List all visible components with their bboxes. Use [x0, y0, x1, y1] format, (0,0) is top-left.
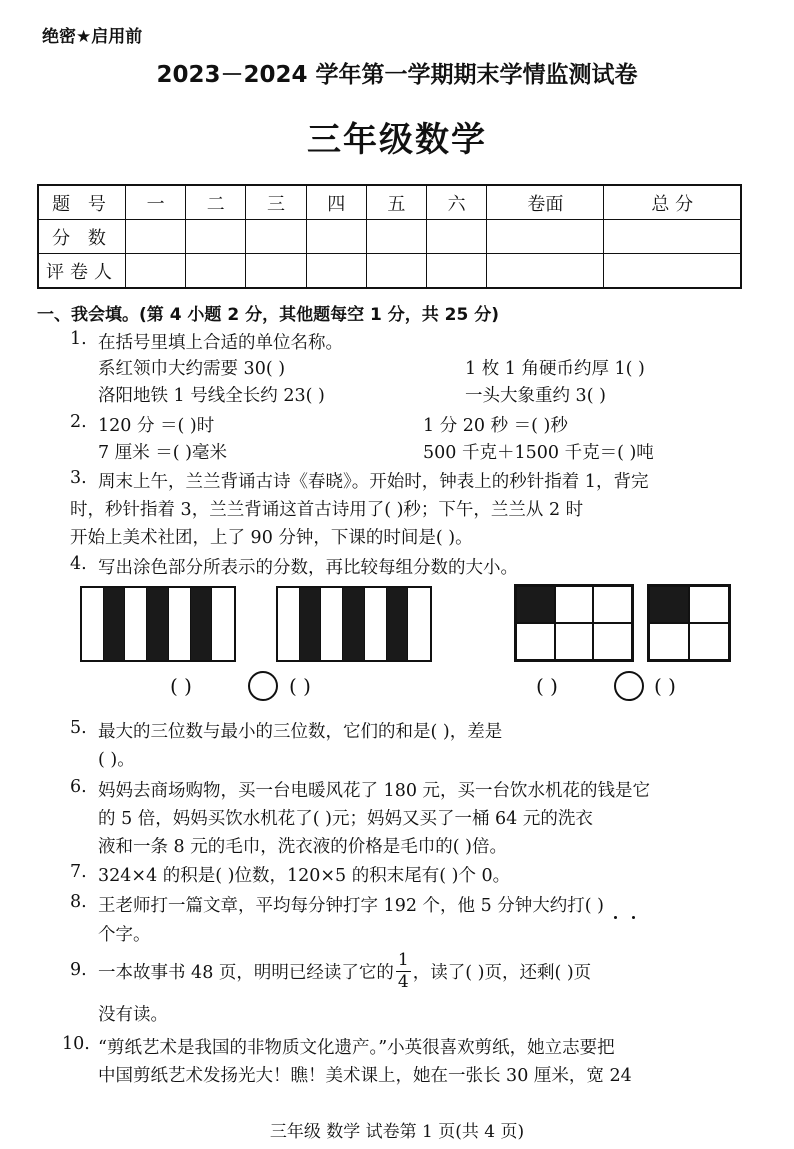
score-table-row	[38, 254, 741, 289]
question-text: 系红领巾大约需要 30( )	[98, 359, 286, 379]
grid-cell-shaded	[516, 586, 555, 623]
question-text: “剪纸艺术是我国的非物质文化遗产。”小英很喜欢剪纸，她立志要把	[98, 1038, 615, 1058]
question-text: 妈妈去商场购物，买一台电暖风花了 180 元，买一台饮水机花的钱是它	[98, 781, 651, 801]
score-cell[interactable]	[487, 220, 604, 254]
score-cell[interactable]	[427, 220, 487, 254]
grid-cell	[555, 623, 594, 660]
question-text: 120 分 ＝( )时	[98, 416, 215, 436]
question-text: 一本故事书 48 页，明明已经读了它的	[98, 962, 394, 983]
score-table-header-cell: 二	[186, 185, 246, 220]
question-text: 1 分 20 秒 ＝( )秒	[423, 416, 568, 436]
score-cell[interactable]	[604, 254, 741, 289]
grid-cell	[689, 586, 729, 623]
bar-segment	[212, 588, 234, 660]
fraction-bar-1	[80, 586, 236, 662]
score-cell[interactable]	[126, 254, 186, 289]
bar-segment	[365, 588, 387, 660]
score-cell[interactable]	[427, 254, 487, 289]
bar-segment	[169, 588, 191, 660]
answer-blank[interactable]: ( )	[170, 674, 192, 698]
score-cell[interactable]	[126, 220, 186, 254]
score-row-label: 分 数	[38, 220, 126, 254]
question-text: 的 5 倍，妈妈买饮水机花了( )元；妈妈又买了一桶 64 元的洗衣	[98, 809, 593, 829]
subject-title: 三年级数学	[307, 120, 487, 160]
bar-segment	[278, 588, 300, 660]
fraction-grid-2	[647, 584, 731, 662]
bar-segment	[125, 588, 147, 660]
question-number: 4.	[70, 554, 87, 574]
score-cell[interactable]	[487, 254, 604, 289]
grid-cell	[649, 623, 689, 660]
score-cell[interactable]	[186, 254, 246, 289]
question-text: 王老师打一篇文章，平均每分钟打字 192 个，他 5 分钟大约打( )	[98, 896, 605, 916]
fraction-bar-2	[276, 586, 432, 662]
question-number: 3.	[70, 468, 87, 488]
question-text: 开始上美术社团，上了 90 分钟，下课的时间是( )。	[70, 528, 473, 548]
compare-circle[interactable]	[248, 671, 278, 701]
answer-blank[interactable]: ( )	[289, 674, 311, 698]
grid-cell-shaded	[649, 586, 689, 623]
score-table-header-cell: 卷面	[487, 185, 604, 220]
grid-cell	[689, 623, 729, 660]
score-cell[interactable]	[306, 220, 366, 254]
score-table-header-row	[38, 185, 741, 220]
score-table-header-cell: 一	[126, 185, 186, 220]
bar-segment-shaded	[387, 588, 409, 660]
question-text: 周末上午，兰兰背诵古诗《春晓》。开始时，钟表上的秒针指着 1，背完	[98, 472, 649, 492]
question-text: 一头大象重约 3( )	[465, 386, 606, 406]
question-number: 9.	[70, 960, 87, 980]
answer-blank[interactable]: ( )	[654, 674, 676, 698]
score-table	[37, 184, 742, 289]
score-table-header-cell: 四	[306, 185, 366, 220]
grid-cell	[593, 586, 632, 623]
question-text: 没有读。	[98, 1005, 168, 1025]
grid-cell	[593, 623, 632, 660]
question-text: 500 千克＋1500 千克＝( )吨	[423, 443, 654, 463]
question-number: 6.	[70, 777, 87, 797]
bar-segment	[408, 588, 430, 660]
confidential-label: 绝密★启用前	[42, 27, 143, 47]
question-number: 5.	[70, 718, 87, 738]
question-9-line	[98, 948, 591, 994]
score-cell[interactable]	[366, 254, 426, 289]
emphasis-dot	[632, 916, 635, 919]
bar-segment-shaded	[147, 588, 169, 660]
score-table-row	[38, 220, 741, 254]
fraction-numerator: 1	[397, 949, 409, 970]
question-text: 时，秒针指着 3，兰兰背诵这首古诗用了( )秒；下午，兰兰从 2 时	[70, 500, 584, 520]
question-text: ，读了( )页，还剩( )页	[412, 962, 592, 983]
score-cell[interactable]	[306, 254, 366, 289]
question-number: 1.	[70, 329, 87, 349]
question-text: 液和一条 8 元的毛巾，洗衣液的价格是毛巾的( )倍。	[98, 837, 507, 857]
bar-segment	[321, 588, 343, 660]
score-cell[interactable]	[186, 220, 246, 254]
question-text: 中国剪纸艺术发扬光大！瞧！美术课上，她在一张长 30 厘米，宽 24	[98, 1066, 632, 1086]
fraction-grid-1	[514, 584, 634, 662]
section-heading: 一、我会填。(第 4 小题 2 分，其他题每空 1 分，共 25 分)	[37, 305, 500, 325]
question-number: 10.	[62, 1034, 90, 1054]
score-table-header-cell: 五	[366, 185, 426, 220]
question-text: 324×4 的积是( )位数，120×5 的积末尾有( )个 0。	[98, 866, 511, 886]
answer-blank[interactable]: ( )	[536, 674, 558, 698]
score-cell[interactable]	[366, 220, 426, 254]
question-text: 个字。	[98, 925, 151, 945]
score-table-header-cell: 总 分	[604, 185, 741, 220]
bar-segment	[82, 588, 104, 660]
bar-segment-shaded	[191, 588, 213, 660]
question-text: 在括号里填上合适的单位名称。	[98, 333, 343, 353]
question-text: 1 枚 1 角硬币约厚 1( )	[465, 359, 645, 379]
score-table-header-cell: 三	[246, 185, 306, 220]
question-text: 洛阳地铁 1 号线全长约 23( )	[98, 386, 325, 406]
score-cell[interactable]	[246, 254, 306, 289]
exam-title: 2023－2024 学年第一学期期末学情监测试卷	[156, 62, 638, 88]
question-number: 2.	[70, 412, 87, 432]
page-footer: 三年级 数学 试卷第 1 页(共 4 页)	[269, 1122, 525, 1142]
question-text: 最大的三位数与最小的三位数，它们的和是( )，差是	[98, 722, 503, 742]
fraction	[396, 949, 411, 992]
question-text: 7 厘米 ＝( )毫米	[98, 443, 227, 463]
question-number: 7.	[70, 862, 87, 882]
score-table-header-cell: 六	[427, 185, 487, 220]
question-text: ( )。	[98, 750, 135, 770]
score-cell[interactable]	[604, 220, 741, 254]
grid-cell	[516, 623, 555, 660]
grid-cell	[555, 586, 594, 623]
emphasis-dot	[614, 916, 617, 919]
question-text: 写出涂色部分所表示的分数，再比较每组分数的大小。	[98, 558, 518, 578]
bar-segment-shaded	[104, 588, 126, 660]
fraction-denominator: 4	[397, 971, 409, 992]
compare-circle[interactable]	[614, 671, 644, 701]
question-number: 8.	[70, 892, 87, 912]
score-cell[interactable]	[246, 220, 306, 254]
score-row-label: 评卷人	[38, 254, 126, 289]
bar-segment-shaded	[343, 588, 365, 660]
score-table-header-cell: 题 号	[38, 185, 126, 220]
bar-segment-shaded	[300, 588, 322, 660]
